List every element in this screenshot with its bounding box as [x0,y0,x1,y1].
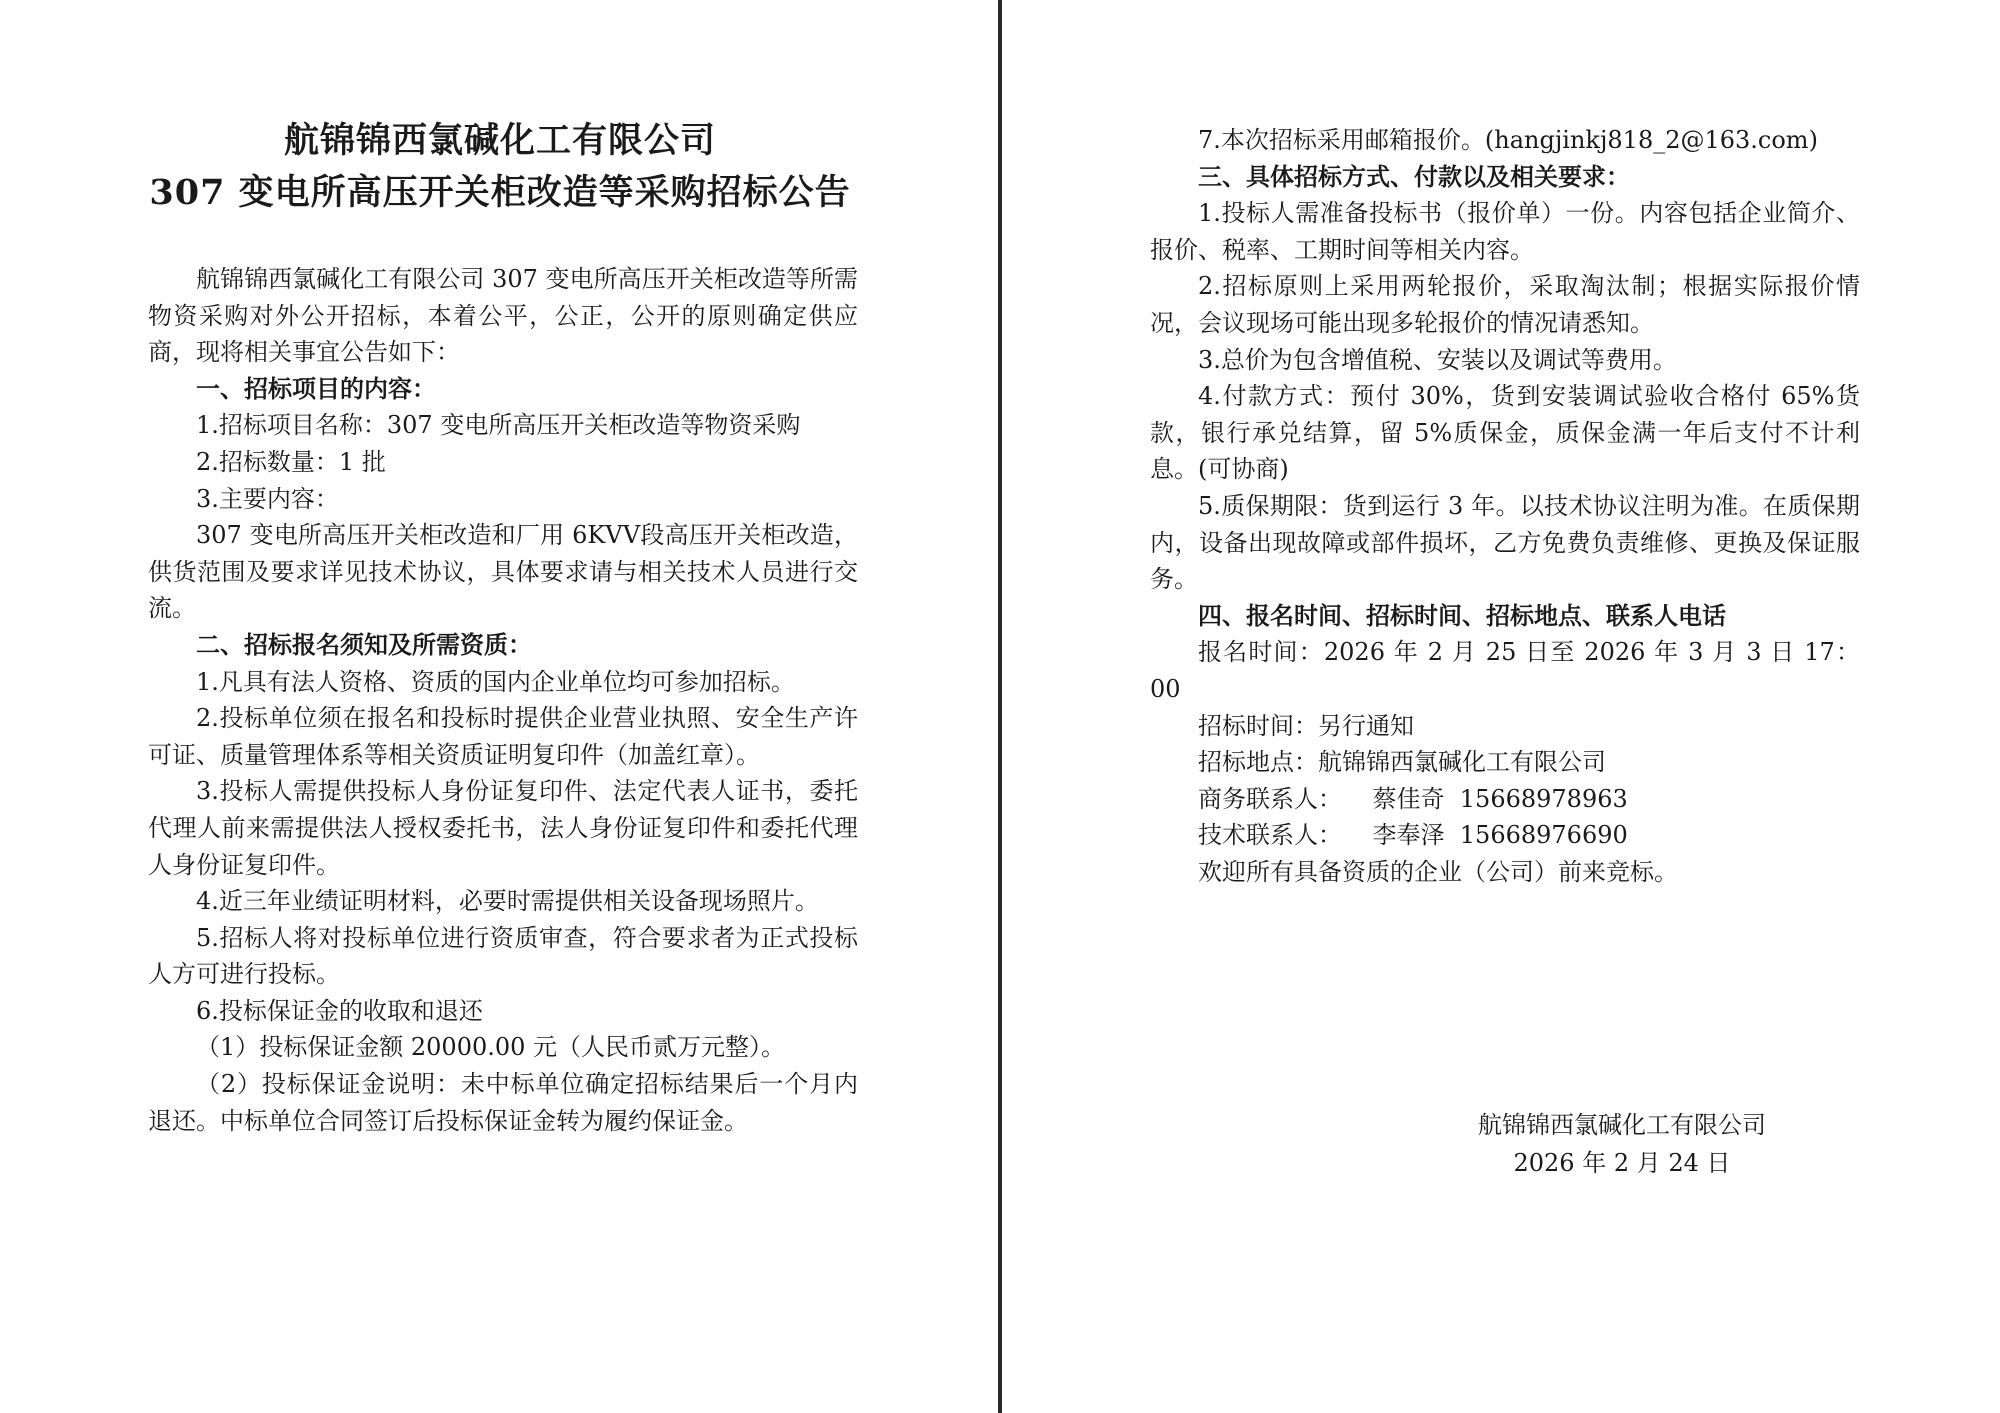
signature-company: 航锦锦西氯碱化工有限公司 [1478,1111,1766,1139]
paragraph: 1.招标项目名称：307 变电所高压开关柜改造等物资采购 [196,411,801,440]
email-paragraph: 7.本次招标采用邮箱报价。(hangjinkj818_2@163.com) [1198,126,1818,154]
paragraph: 2.招标原则上采用两轮报价，采取淘汰制；根据实际报价情况，会议现场可能出现多轮报价的情况请悉知。 [1150,272,1860,337]
paragraph: 2.投标单位须在报名和投标时提供企业营业执照、安全生产许可证、质量管理体系等相关资质证明复印件（加盖红章）。 [148,704,858,769]
paragraph: 3.主要内容： [196,484,339,513]
contact-phone: 15668978963 [1459,784,1628,813]
paragraph: 5.质保期限：货到运行 3 年。以技术协议注明为准。在质保期内，设备出现故障或部件损坏，乙方免费负责维修、更换及保证服务。 [1150,491,1860,594]
left-body [148,261,858,1139]
contact-phone: 15668976690 [1459,821,1628,850]
document-title-line1: 航锦锦西氯碱化工有限公司 [283,120,716,161]
paragraph: 5.招标人将对投标单位进行资质审查，符合要求者为正式投标人方可进行投标。 [148,923,858,989]
paragraph: 3.投标人需提供投标人身份证复印件、法定代表人证书，委托代理人前来需提供法人授权委托书，法人身份证复印件和委托代理人身份证复印件。 [148,777,858,879]
paragraph: 6.投标保证金的收取和退还 [196,996,483,1025]
registration-time: 报名时间：2026 年 2 月 25 日至 2026 年 3 月 3 日 17：00 [1150,638,1860,703]
paragraph: 1.投标人需准备投标书（报价单）一份。内容包括企业简介、报价、税率、工期时间等相关内容。 [1150,199,1860,264]
paragraph: 4.付款方式：预付 30%，货到安装调试验收合格付 65%货款，银行承兑结算，留 5%质保金，质保金满一年后支付不计利息。(可协商) [1150,382,1860,484]
section-heading-4: 四、报名时间、招标时间、招标地点、联系人电话 [1198,600,1726,630]
paragraph: 4.近三年业绩证明材料，必要时需提供相关设备现场照片。 [196,887,819,916]
contact-name: 蔡佳奇 [1372,784,1445,813]
document-title-line2: 307 变电所高压开关柜改造等采购招标公告 [149,172,851,213]
right-page [1002,0,2000,1413]
business-contact [1150,781,1860,818]
paragraph: 3.总价为包含增值税、安装以及调试等费用。 [1198,345,1677,374]
bid-location: 招标地点：航锦锦西氯碱化工有限公司 [1198,748,1606,777]
section-heading-3: 三、具体招标方式、付款以及相关要求： [1198,161,1630,191]
paragraph: 1.凡具有法人资格、资质的国内企业单位均可参加招标。 [196,667,795,696]
intro-paragraph: 航锦锦西氯碱化工有限公司 307 变电所高压开关柜改造等所需物资采购对外公开招标，本着公平，公正，公开的原则确定供应商，现将相关事宜公告如下： [148,265,858,367]
closing-line: 欢迎所有具备资质的企业（公司）前来竞标。 [1198,857,1678,886]
paragraph: 2.招标数量：1 批 [196,447,386,476]
signature-block [1422,1106,1822,1182]
section-heading-2: 二、招标报名须知及所需资质： [196,629,532,659]
paragraph: 307 变电所高压开关柜改造和厂用 6KVⅤ段高压开关柜改造，供货范围及要求详见技术协议，具体要求请与相关技术人员进行交流。 [148,521,858,623]
right-body [1150,122,1860,890]
technical-contact [1150,817,1860,854]
left-page [0,0,998,1413]
paragraph: （1）投标保证金额 20000.00 元（人民币贰万元整）。 [196,1033,786,1062]
bid-time: 招标时间：另行通知 [1198,711,1414,740]
contact-role: 商务联系人： [1198,784,1342,813]
section-heading-1: 一、招标项目的内容： [196,373,436,403]
contact-name: 李奉泽 [1372,821,1445,850]
paragraph: （2）投标保证金说明：未中标单位确定招标结果后一个月内退还。中标单位合同签订后投标保证金转为履约保证金。 [148,1070,858,1135]
contact-role: 技术联系人： [1198,821,1342,850]
signature-date: 2026 年 2 月 24 日 [1513,1149,1731,1177]
